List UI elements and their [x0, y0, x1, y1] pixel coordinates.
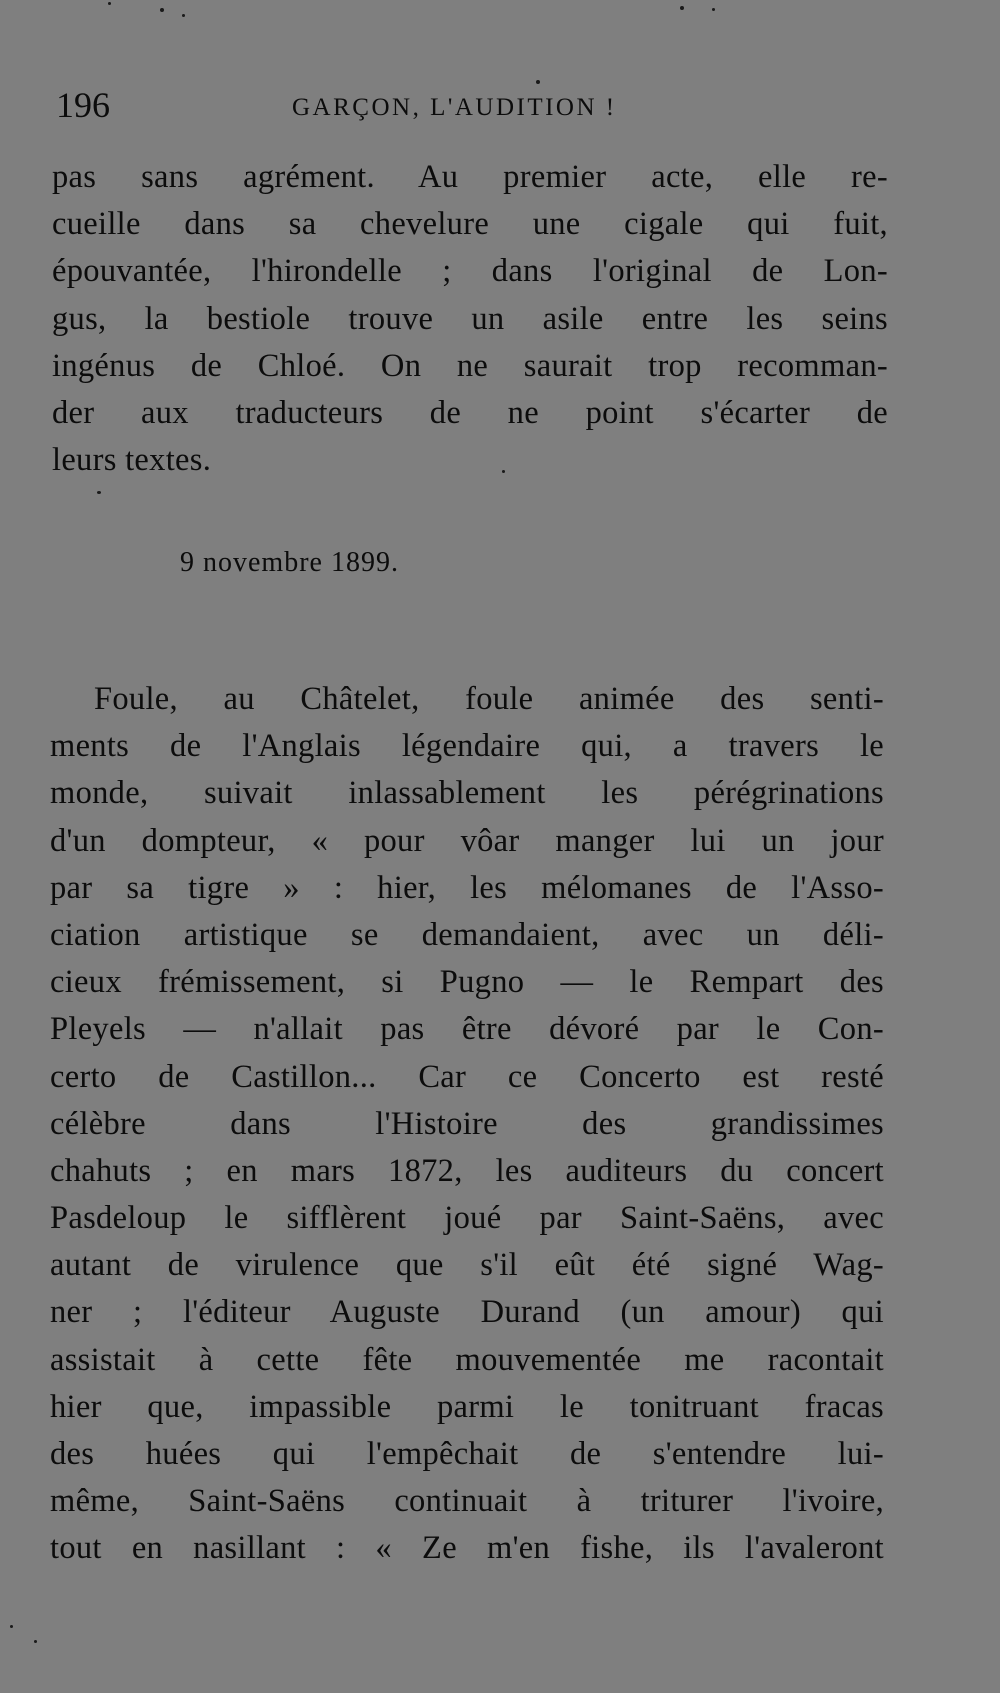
text-line: épouvantée, l'hirondelle ; dans l'original de Lon-: [52, 253, 888, 290]
text-line: ciation artistique se demandaient, avec un déli-: [50, 916, 884, 953]
dateline: 9 novembre 1899.: [180, 547, 399, 578]
text-line: par sa tigre » : hier, les mélomanes de l'Asso-: [50, 869, 884, 906]
text-line: tout en nasillant : « Ze m'en fishe, ils l'avaleront: [50, 1530, 884, 1567]
text-line: der aux traducteurs de ne point s'écarter de: [52, 394, 888, 431]
text-line: ments de l'Anglais légendaire qui, a travers le: [50, 728, 884, 765]
page-header: [56, 84, 896, 134]
text-line: Foule, au Châtelet, foule animée des senti-: [94, 681, 884, 717]
text-line: ner ; l'éditeur Auguste Durand (un amour) qui: [50, 1294, 884, 1331]
text-line: chahuts ; en mars 1872, les auditeurs du concert: [50, 1152, 884, 1189]
text-line: d'un dompteur, « pour vôar manger lui un jour: [50, 822, 884, 859]
text-line: autant de virulence que s'il eût été signé Wag-: [50, 1247, 884, 1284]
text-line: ingénus de Chloé. On ne saurait trop recomman-: [52, 347, 888, 384]
text-line: assistait à cette fête mouvementée me racontait: [50, 1341, 884, 1378]
text-line: pas sans agrément. Au premier acte, elle re-: [52, 159, 888, 195]
text-line: des huées qui l'empêchait de s'entendre lui-: [50, 1436, 884, 1472]
scan-speck: [182, 14, 185, 17]
scan-speck: [10, 1625, 13, 1628]
text-line: certo de Castillon... Car ce Concerto est resté: [50, 1058, 884, 1095]
scan-speck: [680, 6, 684, 10]
text-line: leurs textes.: [52, 442, 212, 479]
text-line: Pasdeloup le sifflèrent joué par Saint-Saëns, avec: [50, 1200, 884, 1237]
scan-speck: [97, 491, 101, 494]
text-line: cueille dans sa chevelure une cigale qui fuit,: [52, 206, 888, 243]
scan-speck: [34, 1640, 37, 1643]
text-line: célèbre dans l'Histoire des grandissimes: [50, 1105, 884, 1142]
text-line: gus, la bestiole trouve un asile entre les seins: [52, 300, 888, 337]
text-line: hier que, impassible parmi le tonitruant fracas: [50, 1388, 884, 1425]
scan-speck: [108, 2, 111, 5]
text-line: cieux frémissement, si Pugno — le Rempart des: [50, 964, 884, 1001]
text-line: même, Saint-Saëns continuait à triturer l'ivoire,: [50, 1483, 884, 1520]
paragraph-2: [50, 676, 884, 1573]
scan-speck: [160, 8, 164, 12]
paragraph-1: [52, 154, 888, 484]
page-number: 196: [56, 85, 110, 125]
text-line: monde, suivait inlassablement les pérégrinations: [50, 775, 884, 812]
running-title: GARÇON, L'AUDITION !: [292, 94, 617, 121]
scan-speck: [712, 8, 715, 11]
text-line: Pleyels — n'allait pas être dévoré par le Con-: [50, 1011, 884, 1048]
